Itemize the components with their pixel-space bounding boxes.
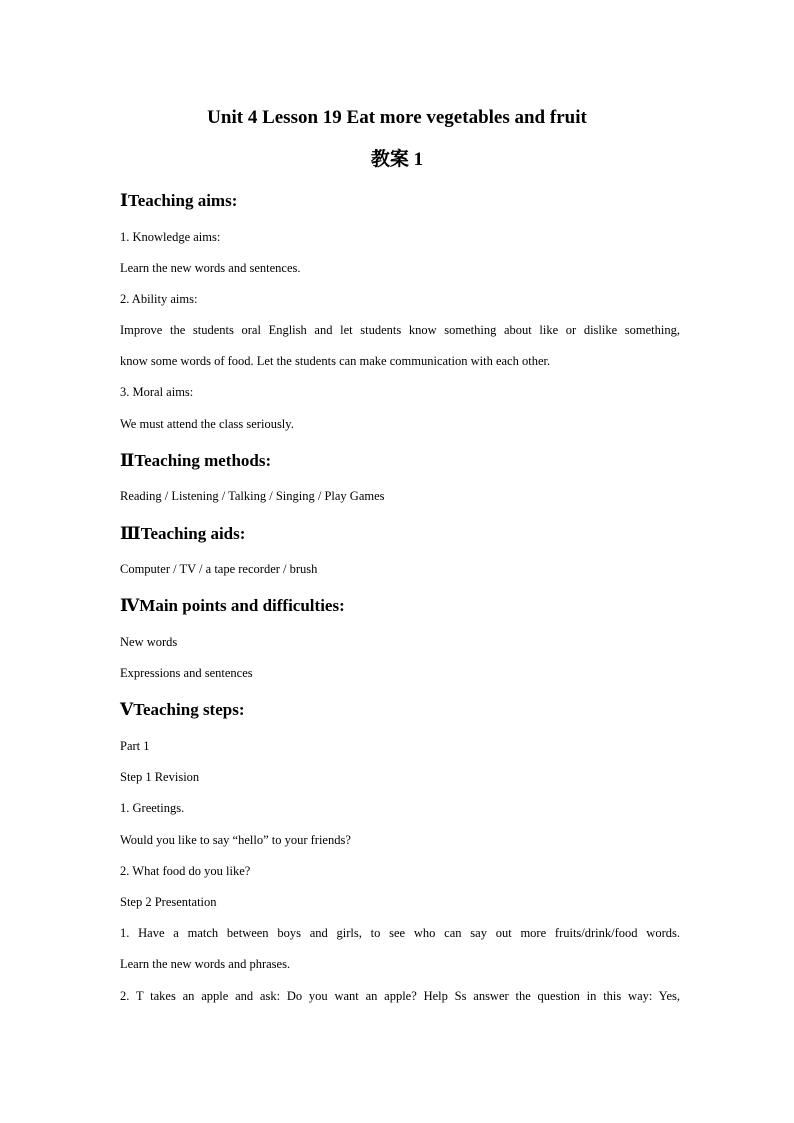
body-line: know some words of food. Let the students can make communication with each other.: [120, 354, 551, 368]
body-line: Expressions and sentences: [120, 666, 253, 680]
section-heading-teaching-aims: ⅠTeaching aims:: [120, 191, 238, 210]
body-line: 2. Ability aims:: [120, 292, 198, 306]
body-line: Reading / Listening / Talking / Singing / Play Games: [120, 489, 385, 503]
body-line: New words: [120, 635, 178, 649]
body-line: We must attend the class seriously.: [120, 417, 294, 431]
body-line: 2. What food do you like?: [120, 864, 251, 878]
body-line: Improve the students oral English and let students know something about like or dislike something,: [120, 323, 680, 337]
body-line: Learn the new words and sentences.: [120, 261, 301, 275]
body-line: 3. Moral aims:: [120, 385, 194, 399]
document-title: Unit 4 Lesson 19 Eat more vegetables and fruit: [207, 107, 587, 128]
body-line: Learn the new words and phrases.: [120, 957, 291, 971]
body-line: 1. Have a match between boys and girls, to see who can say out more fruits/drink/food words.: [120, 926, 680, 940]
body-line: Step 2 Presentation: [120, 895, 217, 909]
section-heading-main-points: ⅣMain points and difficulties:: [120, 596, 345, 615]
section-heading-teaching-steps: ⅤTeaching steps:: [120, 700, 245, 719]
section-heading-teaching-aids: ⅢTeaching aids:: [120, 524, 246, 543]
body-line: Part 1: [120, 739, 150, 753]
body-line: Step 1 Revision: [120, 770, 200, 784]
body-line: 1. Knowledge aims:: [120, 230, 221, 244]
body-line: 1. Greetings.: [120, 801, 185, 815]
body-line: Would you like to say “hello” to your friends?: [120, 833, 351, 847]
body-line: Computer / TV / a tape recorder / brush: [120, 562, 318, 576]
document-subtitle: 教案 1: [370, 149, 424, 170]
body-line: 2. T takes an apple and ask: Do you want an apple? Help Ss answer the question in this way: Yes,: [120, 989, 680, 1003]
section-heading-teaching-methods: ⅡTeaching methods:: [120, 451, 272, 470]
